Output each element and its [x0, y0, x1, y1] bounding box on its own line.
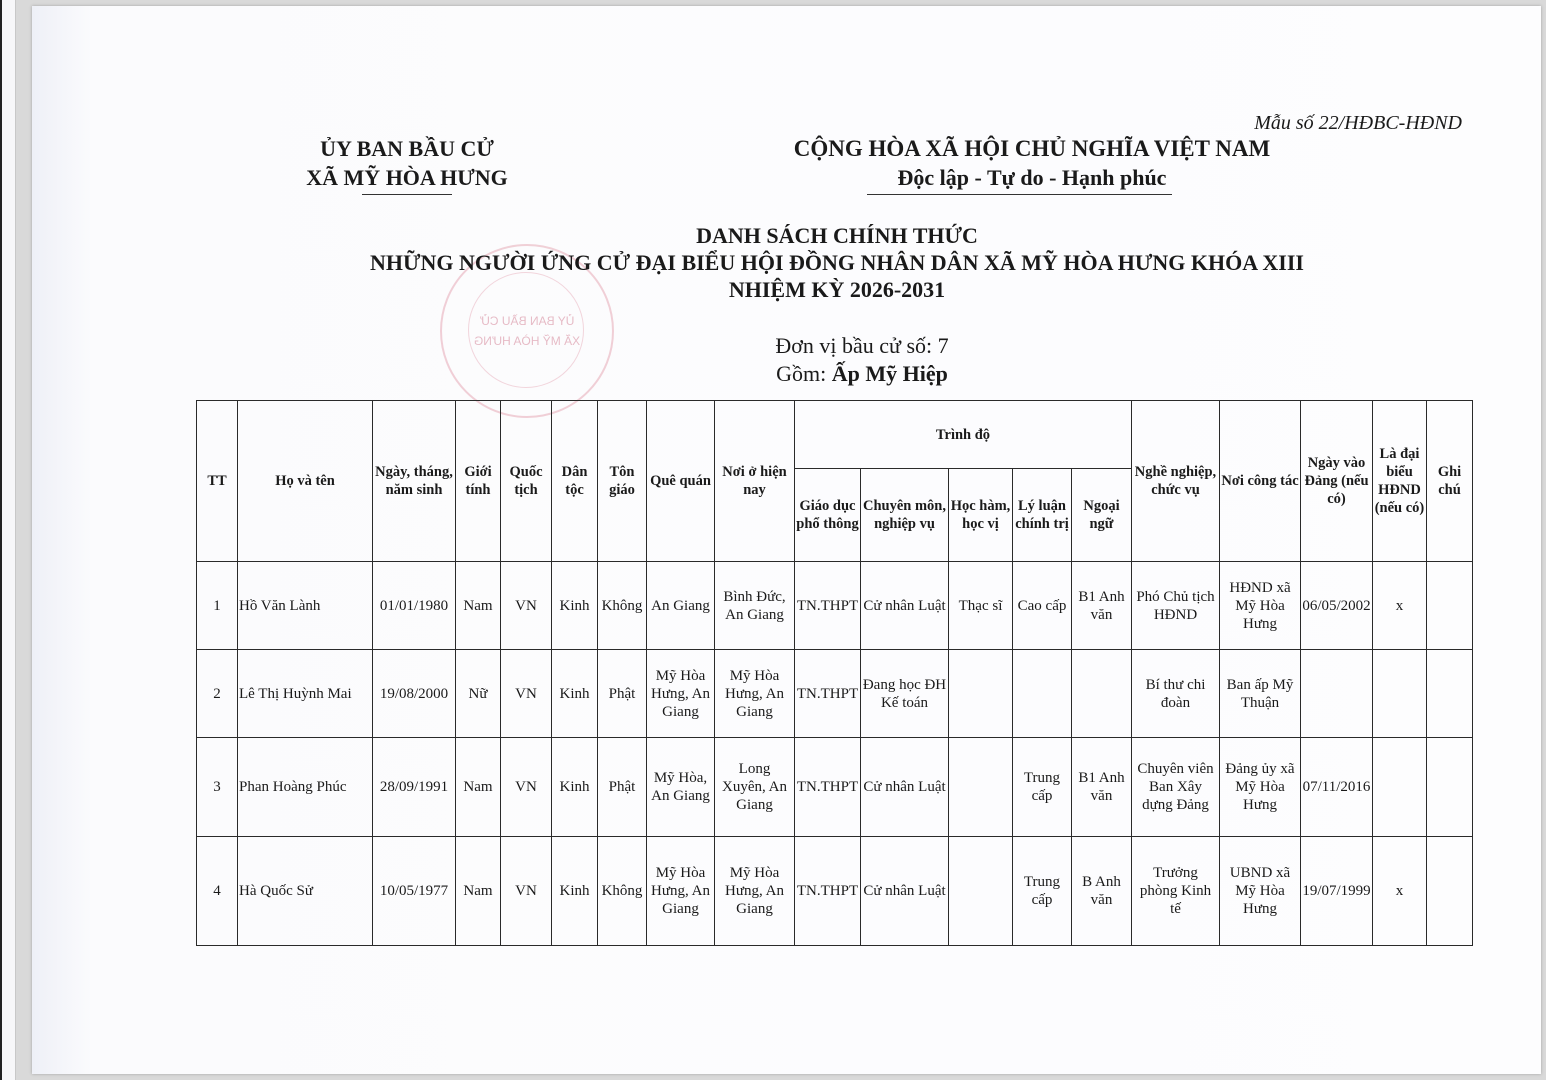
header-ethnicity: Dân tộc — [552, 401, 598, 562]
header-religion: Tôn giáo — [598, 401, 647, 562]
header-notes: Ghi chú — [1427, 401, 1473, 562]
cell-general-edu: TN.THPT — [795, 738, 861, 837]
table-row — [197, 650, 1473, 738]
national-title: CỘNG HÒA XÃ HỘI CHỦ NGHĨA VIỆT NAM — [793, 136, 1271, 161]
cell-political: Trung cấp — [1013, 837, 1072, 946]
cell-workplace: HĐND xã Mỹ Hòa Hưng — [1220, 562, 1301, 650]
cell-name: Lê Thị Huỳnh Mai — [238, 650, 373, 738]
header-is-delegate: Là đại biểu HĐND (nếu có) — [1373, 401, 1427, 562]
title-line3: NHIỆM KỲ 2026-2031 — [728, 277, 946, 302]
cell-party-date: 07/11/2016 — [1301, 738, 1373, 837]
right-header-underline — [867, 194, 1172, 195]
cell-workplace: UBND xã Mỹ Hòa Hưng — [1220, 837, 1301, 946]
cell-language — [1072, 650, 1132, 738]
national-motto-subtitle: Độc lập - Tự do - Hạnh phúc — [897, 165, 1167, 190]
cell-ethnicity: Kinh — [552, 837, 598, 946]
cell-language: B Anh văn — [1072, 837, 1132, 946]
header-tt: TT — [197, 401, 238, 562]
includes-value: Ấp Mỹ Hiệp — [831, 361, 948, 386]
cell-is-delegate — [1373, 650, 1427, 738]
cell-nationality: VN — [501, 837, 552, 946]
cell-general-edu: TN.THPT — [795, 650, 861, 738]
cell-religion: Phật — [598, 738, 647, 837]
cell-notes — [1427, 738, 1473, 837]
cell-language: B1 Anh văn — [1072, 562, 1132, 650]
includes-label: Gồm: — [776, 361, 827, 386]
cell-occupation: Trưởng phòng Kinh tế — [1132, 837, 1220, 946]
cell-occupation: Bí thư chi đoàn — [1132, 650, 1220, 738]
issuing-authority — [252, 134, 562, 192]
previous-page-edge — [0, 0, 16, 1080]
cell-tt: 3 — [197, 738, 238, 837]
cell-tt: 2 — [197, 650, 238, 738]
table-row — [197, 738, 1473, 837]
header-degree: Học hàm, học vị — [949, 469, 1013, 562]
cell-gender: Nam — [456, 738, 501, 837]
issuing-authority-line2: XÃ MỸ HÒA HƯNG — [306, 165, 508, 190]
cell-residence: Mỹ Hòa Hưng, An Giang — [715, 837, 795, 946]
cell-dob: 19/08/2000 — [373, 650, 456, 738]
cell-party-date — [1301, 650, 1373, 738]
electoral-unit-label: Đơn vị bầu cử số: — [775, 333, 933, 358]
cell-gender: Nữ — [456, 650, 501, 738]
cell-degree — [949, 650, 1013, 738]
header-gender: Giới tính — [456, 401, 501, 562]
cell-workplace: Đảng ủy xã Mỹ Hòa Hưng — [1220, 738, 1301, 837]
cell-dob: 10/05/1977 — [373, 837, 456, 946]
cell-general-edu: TN.THPT — [795, 837, 861, 946]
cell-occupation: Chuyên viên Ban Xây dựng Đảng — [1132, 738, 1220, 837]
stamp-text-line2: XÃ MỸ HÒA HƯNG — [473, 334, 581, 348]
cell-religion: Phật — [598, 650, 647, 738]
cell-is-delegate: x — [1373, 562, 1427, 650]
national-motto — [752, 134, 1312, 192]
cell-professional: Cử nhân Luật — [861, 738, 949, 837]
cell-general-edu: TN.THPT — [795, 562, 861, 650]
cell-name: Hà Quốc Sử — [238, 837, 373, 946]
cell-party-date: 06/05/2002 — [1301, 562, 1373, 650]
form-number: Mẫu số 22/HĐBC-HĐND — [1254, 112, 1462, 134]
cell-hometown: Mỹ Hòa Hưng, An Giang — [647, 837, 715, 946]
issuing-authority-line1: ỦY BAN BẦU CỬ — [320, 136, 494, 161]
document-title — [282, 222, 1392, 303]
header-nationality: Quốc tịch — [501, 401, 552, 562]
cell-dob: 01/01/1980 — [373, 562, 456, 650]
header-name: Họ và tên — [238, 401, 373, 562]
cell-residence: Bình Đức, An Giang — [715, 562, 795, 650]
cell-nationality: VN — [501, 562, 552, 650]
cell-tt: 4 — [197, 837, 238, 946]
cell-gender: Nam — [456, 562, 501, 650]
table-row — [197, 562, 1473, 650]
cell-degree: Thạc sĩ — [949, 562, 1013, 650]
cell-hometown: Mỹ Hòa, An Giang — [647, 738, 715, 837]
cell-professional: Cử nhân Luật — [861, 562, 949, 650]
cell-residence: Mỹ Hòa Hưng, An Giang — [715, 650, 795, 738]
title-line1: DANH SÁCH CHÍNH THỨC — [696, 223, 978, 248]
cell-hometown: An Giang — [647, 562, 715, 650]
electoral-unit-number: 7 — [937, 333, 949, 358]
cell-gender: Nam — [456, 837, 501, 946]
cell-name: Phan Hoàng Phúc — [238, 738, 373, 837]
header-education-group: Trình độ — [795, 401, 1132, 469]
cell-political — [1013, 650, 1072, 738]
document-page — [32, 6, 1541, 1074]
cell-dob: 28/09/1991 — [373, 738, 456, 837]
cell-religion: Không — [598, 837, 647, 946]
cell-political: Cao cấp — [1013, 562, 1072, 650]
cell-degree — [949, 738, 1013, 837]
header-party-date: Ngày vào Đảng (nếu có) — [1301, 401, 1373, 562]
cell-religion: Không — [598, 562, 647, 650]
left-header-underline — [362, 194, 452, 195]
title-line2: NHỮNG NGƯỜI ỨNG CỬ ĐẠI BIỂU HỘI ĐỒNG NHÂN DÂN XÃ MỸ HÒA HƯNG KHÓA XIII — [370, 250, 1304, 275]
cell-professional: Cử nhân Luật — [861, 837, 949, 946]
header-general-edu: Giáo dục phổ thông — [795, 469, 861, 562]
cell-ethnicity: Kinh — [552, 562, 598, 650]
candidates-table — [196, 400, 1473, 946]
header-language: Ngoại ngữ — [1072, 469, 1132, 562]
cell-ethnicity: Kinh — [552, 650, 598, 738]
cell-nationality: VN — [501, 650, 552, 738]
cell-nationality: VN — [501, 738, 552, 837]
table-header-row — [197, 401, 1473, 469]
cell-ethnicity: Kinh — [552, 738, 598, 837]
cell-notes — [1427, 837, 1473, 946]
header-residence: Nơi ở hiện nay — [715, 401, 795, 562]
cell-professional: Đang học ĐH Kế toán — [861, 650, 949, 738]
stamp-text-line1: ỦY BAN BẦU CỬ — [479, 314, 575, 328]
cell-notes — [1427, 650, 1473, 738]
header-workplace: Nơi công tác — [1220, 401, 1301, 562]
cell-hometown: Mỹ Hòa Hưng, An Giang — [647, 650, 715, 738]
electoral-unit — [612, 332, 1112, 388]
header-political: Lý luận chính trị — [1013, 469, 1072, 562]
cell-is-delegate — [1373, 738, 1427, 837]
cell-occupation: Phó Chủ tịch HĐND — [1132, 562, 1220, 650]
cell-residence: Long Xuyên, An Giang — [715, 738, 795, 837]
cell-workplace: Ban ấp Mỹ Thuận — [1220, 650, 1301, 738]
header-dob: Ngày, tháng, năm sinh — [373, 401, 456, 562]
cell-tt: 1 — [197, 562, 238, 650]
cell-political: Trung cấp — [1013, 738, 1072, 837]
table-row — [197, 837, 1473, 946]
header-professional: Chuyên môn, nghiệp vụ — [861, 469, 949, 562]
header-occupation: Nghề nghiệp, chức vụ — [1132, 401, 1220, 562]
cell-party-date: 19/07/1999 — [1301, 837, 1373, 946]
cell-language: B1 Anh văn — [1072, 738, 1132, 837]
cell-notes — [1427, 562, 1473, 650]
electoral-unit-includes-line — [612, 360, 1112, 388]
cell-name: Hồ Văn Lành — [238, 562, 373, 650]
cell-is-delegate: x — [1373, 837, 1427, 946]
header-hometown: Quê quán — [647, 401, 715, 562]
electoral-unit-number-line — [612, 332, 1112, 360]
cell-degree — [949, 837, 1013, 946]
